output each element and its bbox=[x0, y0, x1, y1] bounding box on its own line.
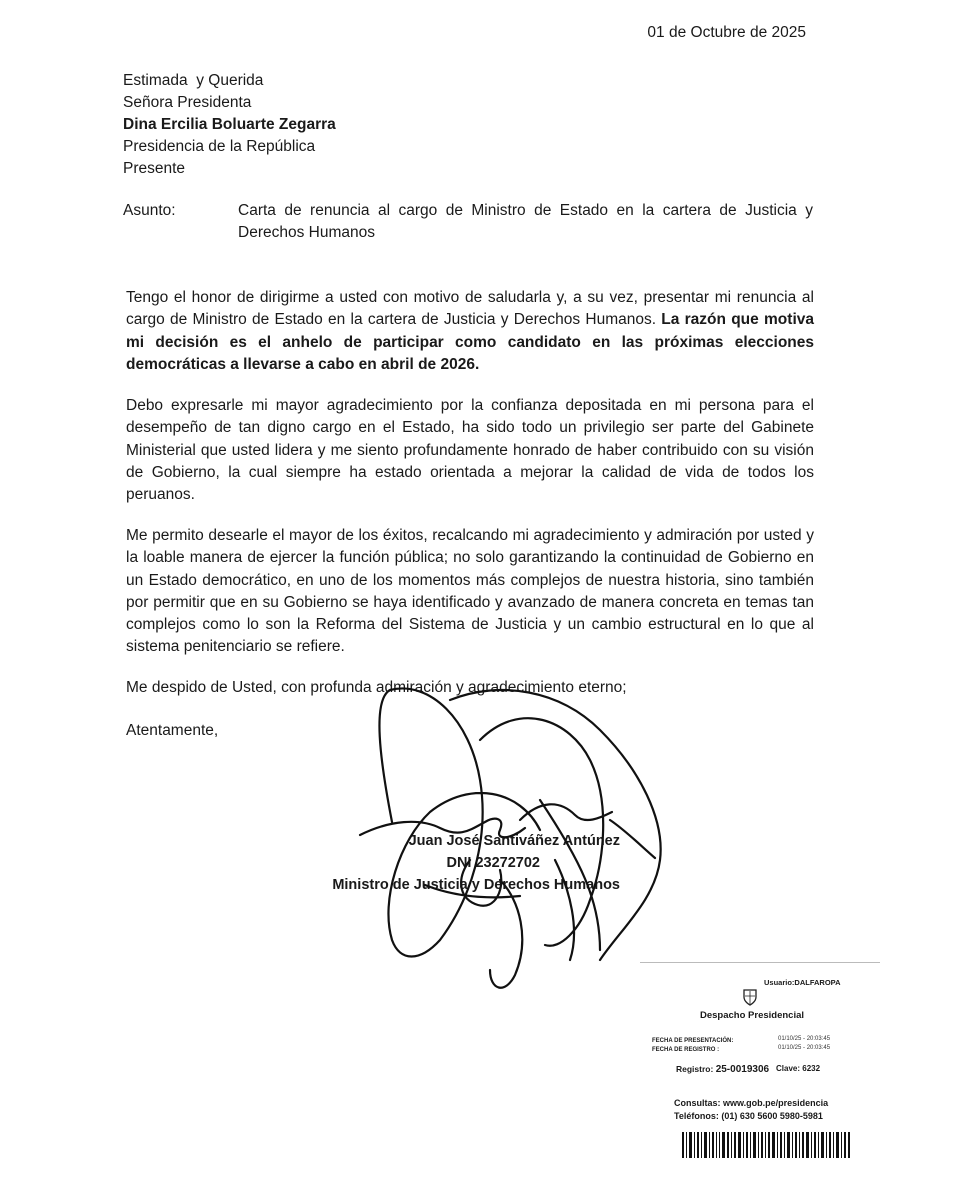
stamp-office: Despacho Presidencial bbox=[700, 1010, 805, 1021]
subject-text: Carta de renuncia al cargo de Ministro de Estado en la cartera de Justicia y Derechos Humanos bbox=[238, 202, 813, 241]
stamp-registry-value: 01/10/25 - 20:03:45 bbox=[778, 1045, 831, 1051]
stamp-registro-label: Registro: bbox=[676, 1064, 714, 1074]
stamp-registro bbox=[676, 1064, 769, 1075]
salutation-line-2: Señora Presidenta bbox=[123, 94, 252, 111]
recipient-office: Presidencia de la República bbox=[123, 138, 316, 155]
subject-label: Asunto: bbox=[123, 202, 176, 219]
salutation-block bbox=[123, 70, 336, 180]
salutation-presente: Presente bbox=[123, 160, 186, 177]
paragraph-1 bbox=[126, 287, 814, 376]
signatory-name: Juan José Santiváñez Antúnez bbox=[408, 833, 620, 849]
scan-artifact-line bbox=[640, 962, 880, 963]
stamp-clave-value: 6232 bbox=[802, 1064, 821, 1073]
barcode-icon bbox=[682, 1132, 852, 1158]
stamp-registro-value: 25-0019306 bbox=[715, 1064, 770, 1075]
letter-date: 01 de Octubre de 2025 bbox=[647, 24, 806, 41]
stamp-user: Usuario:DALFAROPA bbox=[764, 978, 841, 987]
stamp-presentation-label: FECHA DE PRESENTACIÓN: bbox=[652, 1038, 734, 1044]
paragraph-2: Debo expresarle mi mayor agradecimiento por la confianza depositada en mi persona para el desempeño de tan digno cargo en el Estado, ha sido todo un privilegio ser parte del Gabinete Ministerial que usted lidera y me siento profundamente honrado de haber contribuido con su visión de Gobierno, la cual siempre ha estado orientada a mejorar la calidad de vida de todos los peruanos. bbox=[126, 397, 814, 504]
coat-of-arms-icon bbox=[742, 988, 758, 1006]
stamp-presentation-value: 01/10/25 - 20:03:45 bbox=[778, 1036, 831, 1042]
stamp-phone: Teléfonos: (01) 630 5600 5980-5981 bbox=[674, 1111, 823, 1121]
salutation-line-1: Estimada y Querida bbox=[123, 72, 264, 89]
paragraph-1-bold: La razón que motiva mi decisión es el anhelo de participar como candidato en las próximas elecciones democráticas a llevarse a cabo en abril de 2026. bbox=[126, 311, 814, 373]
signature-block bbox=[320, 830, 620, 896]
stamp-clave-label: Clave: bbox=[776, 1064, 801, 1073]
stamp-web: Consultas: www.gob.pe/presidencia bbox=[674, 1098, 829, 1108]
recipient-name: Dina Ercilia Boluarte Zegarra bbox=[123, 116, 336, 133]
paragraph-1-normal: Tengo el honor de dirigirme a usted con motivo de saludarla y, a su vez, presentar mi renuncia al cargo de Ministro de Estado en la cartera de Justicia y Derechos Humanos. bbox=[126, 289, 814, 329]
reception-stamp bbox=[630, 968, 880, 1168]
stamp-registry-label: FECHA DE REGISTRO : bbox=[652, 1047, 720, 1053]
signatory-title: Ministro de Justicia y Derechos Humanos bbox=[332, 877, 620, 893]
farewell-line: Me despido de Usted, con profunda admiración y agradecimiento eterno; bbox=[126, 679, 627, 696]
stamp-clave bbox=[776, 1064, 820, 1073]
signatory-dni: DNI 23272702 bbox=[446, 855, 540, 871]
paragraph-3: Me permito desearle el mayor de los éxitos, recalcando mi agradecimiento y admiración por usted y la loable manera de ejercer la función pública; no solo garantizando la continuidad de Gobierno en un Estado democrático, en uno de los momentos más complejos de nuestra historia, sino también por permitir que en su Gobierno se haya identificado y avanzado de manera concreta en temas tan complejos como lo son la Reforma del Sistema de Justicia y un cambio estructural en lo que al sistema penitenciario se refiere. bbox=[126, 527, 814, 656]
closing-line: Atentamente, bbox=[126, 722, 219, 739]
